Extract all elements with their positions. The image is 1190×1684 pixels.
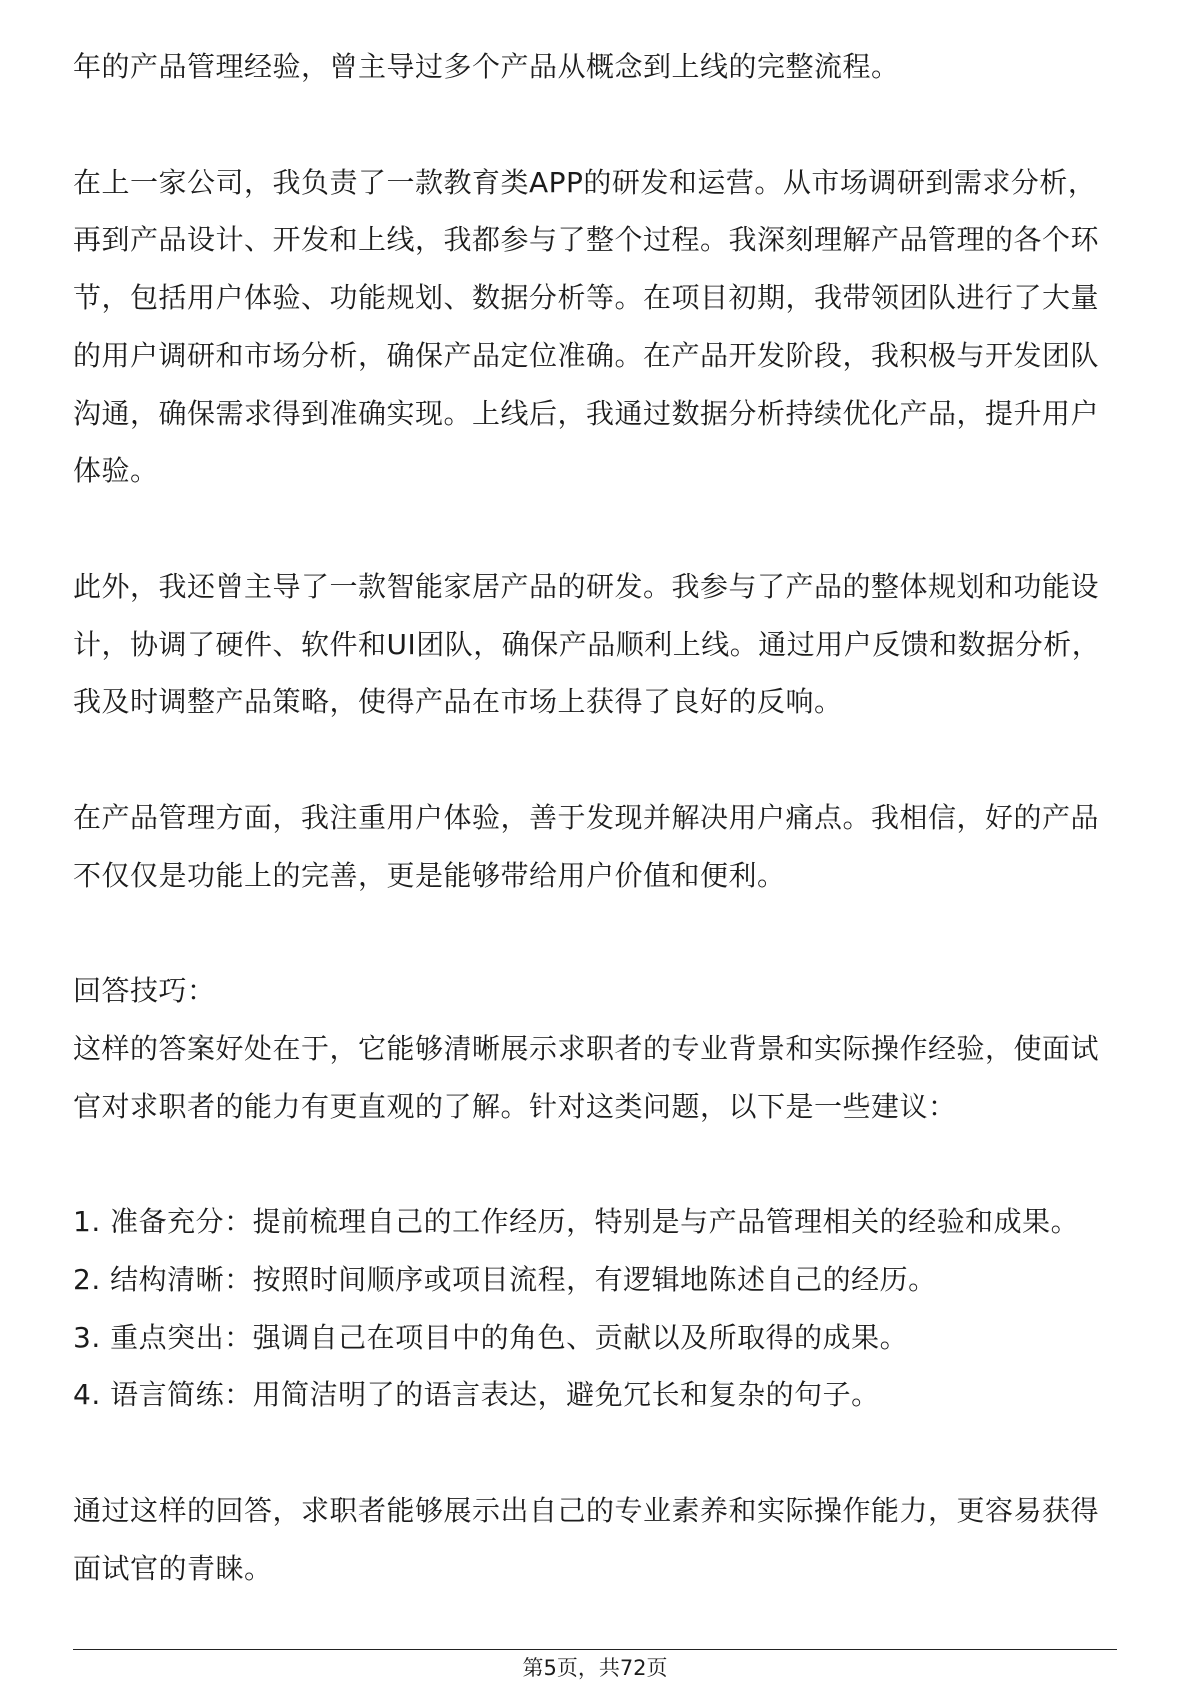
footer-rule — [73, 1649, 1117, 1650]
paragraph — [73, 558, 1117, 731]
list-item: 3. 重点突出：强调自己在项目中的角色、贡献以及所取得的成果。 — [73, 1320, 909, 1354]
paragraph — [73, 789, 1117, 905]
body-line: 面试官的青睐。 — [73, 1551, 273, 1585]
body-line: 年的产品管理经验，曾主导过多个产品从概念到上线的完整流程。 — [73, 50, 900, 83]
body-line: 通过这样的回答，求职者能够展示出自己的专业素养和实际操作能力，更容易获得 — [73, 1493, 1100, 1527]
body-line: 不仅仅是功能上的完善，更是能够带给用户价值和便利。 — [73, 858, 786, 892]
body-line: 这样的答案好处在于，它能够清晰展示求职者的专业背景和实际操作经验，使面试 — [73, 1031, 1100, 1065]
body-line: 节，包括用户体验、功能规划、数据分析等。在项目初期，我带领团队进行了大量 — [73, 281, 1100, 314]
body-line: 沟通，确保需求得到准确实现。上线后，我通过数据分析持续优化产品，提升用户 — [73, 396, 1100, 430]
page-number: 第5页，共72页 — [522, 1656, 668, 1680]
body-line: 在上一家公司，我负责了一款教育类APP的研发和运营。从市场调研到需求分析， — [73, 165, 1097, 199]
tips-list — [73, 1193, 1117, 1424]
paragraph — [73, 38, 1117, 96]
body-line: 在产品管理方面，我注重用户体验，善于发现并解决用户痛点。我相信，好的产品 — [73, 800, 1100, 834]
body-line: 官对求职者的能力有更直观的了解。针对这类问题，以下是一些建议： — [73, 1089, 957, 1123]
body-line: 此外，我还曾主导了一款智能家居产品的研发。我参与了产品的整体规划和功能设 — [73, 569, 1100, 603]
paragraph — [73, 1482, 1117, 1598]
paragraph — [73, 154, 1117, 501]
tips-section — [73, 962, 1117, 1135]
body-line: 我及时调整产品策略，使得产品在市场上获得了良好的反响。 — [73, 685, 843, 719]
list-item: 2. 结构清晰：按照时间顺序或项目流程，有逻辑地陈述自己的经历。 — [73, 1262, 937, 1296]
body-line: 计，协调了硬件、软件和UI团队，确保产品顺利上线。通过用户反馈和数据分析， — [73, 627, 1101, 661]
document-body — [73, 38, 1117, 1597]
body-line: 的用户调研和市场分析，确保产品定位准确。在产品开发阶段，我积极与开发团队 — [73, 338, 1100, 372]
list-item: 1. 准备充分：提前梳理自己的工作经历，特别是与产品管理相关的经验和成果。 — [73, 1205, 1080, 1238]
body-line: 体验。 — [73, 454, 159, 488]
list-item: 4. 语言简练：用简洁明了的语言表达，避免冗长和复杂的句子。 — [73, 1378, 880, 1412]
section-heading: 回答技巧： — [73, 974, 216, 1007]
body-line: 再到产品设计、开发和上线，我都参与了整个过程。我深刻理解产品管理的各个环 — [73, 223, 1100, 257]
